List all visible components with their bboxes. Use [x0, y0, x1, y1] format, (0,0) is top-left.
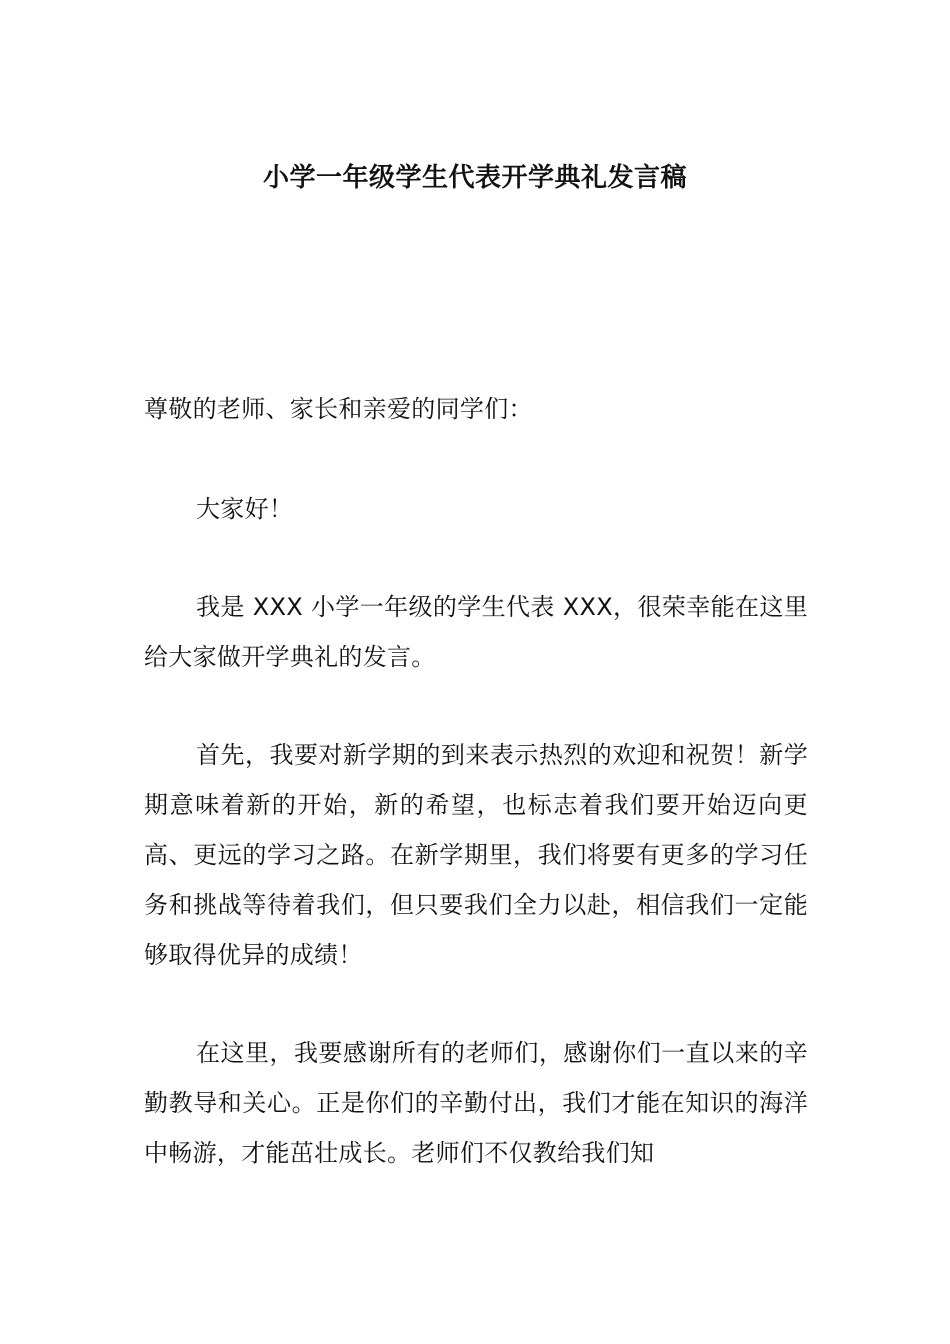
greeting: 大家好！: [196, 495, 294, 523]
paragraph-new-semester: 首先，我要对新学期的到来表示热烈的欢迎和祝贺！新学期意味着新的开始，新的希望，也标志着我们要开始迈向更高、更远的学习之路。在新学期里，我们将要有更多的学习任务和挑战等待着我们，但只要我们全力以赴，相信我们一定能够取得优异的成绩！: [144, 741, 808, 969]
paragraph-introduction: 我是 XXX 小学一年级的学生代表 XXX，很荣幸能在这里给大家做开学典礼的发言。: [144, 593, 808, 671]
document-title: 小学一年级学生代表开学典礼发言稿: [262, 163, 687, 193]
paragraph-thanks-teachers: 在这里，我要感谢所有的老师们，感谢你们一直以来的辛勤教导和关心。正是你们的辛勤付出，我们才能在知识的海洋中畅游，才能茁壮成长。老师们不仅教给我们知: [144, 1039, 808, 1167]
salutation: 尊敬的老师、家长和亲爱的同学们：: [144, 395, 533, 423]
